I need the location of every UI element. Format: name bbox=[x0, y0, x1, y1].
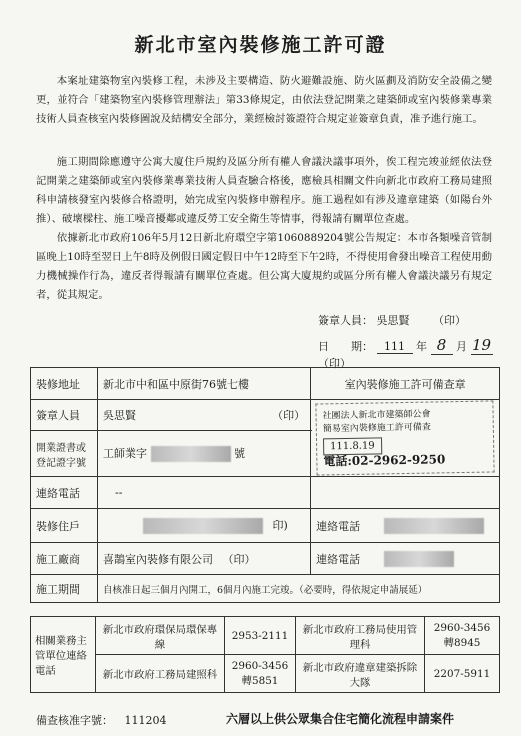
date-month-unit: 月 bbox=[456, 340, 467, 353]
redacted-resident bbox=[143, 518, 263, 534]
resident-value bbox=[98, 509, 311, 543]
redacted-cert bbox=[151, 446, 231, 462]
stamp-org2: 簡易室內裝修施工許可備查 bbox=[322, 422, 432, 435]
date-seal: （印） bbox=[318, 357, 351, 370]
stamp-cell bbox=[311, 400, 500, 477]
signer-line bbox=[318, 312, 466, 328]
address-value: 新北市中和區中原街76號七樓 bbox=[98, 368, 311, 400]
contractor-name: 喜鵲室內裝修有限公司 bbox=[103, 552, 213, 566]
paragraph-2: 施工期間除應遵守公寓大廈住戶規約及區分所有權人會議決議事項外，俟工程完竣並經依法登記開業之建築師或室內裝修業專業技術人員查驗合格後，應檢具相關文件向新北市政府工務局建照科申請核發室內裝修合格證明，始完成室內裝修申辦程序。施工過程如有涉及違章建築（如陽台外推）、破壞樑柱、施工噪音擾鄰或違反勞工安全衛生等情事，得報請有關單位查處。 bbox=[36, 156, 492, 225]
period-value: 自核准日起三個月內開工，6個月內施工完竣。（必要時，得依規定申請展延） bbox=[98, 575, 500, 603]
unit-phone: 2960-3456 轉8945 bbox=[425, 617, 500, 655]
resident-seal: 印) bbox=[272, 519, 288, 532]
page-title: 新北市室內裝修施工許可證 bbox=[134, 34, 387, 56]
signer-seal: （印） bbox=[433, 314, 466, 327]
phone-value bbox=[98, 477, 311, 509]
units-table bbox=[30, 616, 500, 693]
address-label: 裝修地址 bbox=[31, 368, 98, 400]
paragraph-1: 本案址建築物室內裝修工程，未涉及主要構造、防火避難設施、防火區劃及消防安全設備之變更，並符合「建築物室內裝修管理辦法」第33條規定，由依法登記開業之建築師或室內裝修業專業技術人員查核室內裝修圖說及結構安全部分，業經檢討簽證符合規定並簽章負責，准予進行施工。 bbox=[36, 75, 492, 125]
signer-row-label: 簽章人員 bbox=[31, 400, 98, 431]
unit-phone: 2960-3456 轉5851 bbox=[225, 655, 296, 693]
phone-blank bbox=[311, 477, 500, 509]
unit-name: 新北市政府環保局環保專線 bbox=[96, 617, 225, 655]
stamp-phone: 電話:02-2962-9250 bbox=[323, 452, 446, 469]
contractor-phone-label: 連絡電話 bbox=[311, 543, 380, 575]
date-label: 日 期： bbox=[318, 340, 373, 353]
unit-name: 新北市政府違章建築拆除大隊 bbox=[296, 655, 425, 693]
unit-name: 新北市政府工務局建照科 bbox=[96, 655, 225, 693]
units-label: 相關業務主管單位連絡電話 bbox=[31, 617, 96, 693]
redacted-contractor-phone bbox=[384, 551, 454, 567]
footer-label: 備查核准字號： bbox=[36, 714, 113, 727]
redacted-resident-phone bbox=[384, 518, 484, 534]
resident-phone-label: 連絡電話 bbox=[311, 509, 380, 543]
approval-stamp bbox=[316, 400, 495, 475]
contractor-phone-value bbox=[379, 543, 499, 575]
period-label: 施工期間 bbox=[31, 575, 98, 603]
signer-label: 簽章人員： bbox=[318, 314, 373, 327]
stamp-org: 社團法人新北市建築師公會 bbox=[322, 409, 431, 422]
unit-phone: 2953-2111 bbox=[225, 617, 296, 655]
resident-phone-value bbox=[379, 509, 499, 543]
phone-text: -- bbox=[115, 486, 123, 499]
footer-note: 六層以上供公眾集合住宅簡化流程申請案件 bbox=[226, 712, 455, 726]
cert-label: 開業證書或登記證字號 bbox=[31, 431, 98, 477]
signer-name: 吳思賢 bbox=[376, 314, 410, 327]
date-year-unit: 年 bbox=[416, 340, 427, 353]
footer-approval-number bbox=[36, 712, 167, 728]
cert-suffix: 號 bbox=[234, 447, 245, 461]
unit-phone: 2207-5911 bbox=[425, 655, 500, 693]
unit-name: 新北市政府工務局使用管理科 bbox=[296, 617, 425, 655]
stamp-date: 111.8.19 bbox=[323, 437, 382, 455]
cert-prefix: 工師業字 bbox=[103, 447, 147, 461]
contractor-seal: （印） bbox=[222, 552, 256, 566]
permit-table bbox=[30, 367, 500, 603]
date-year: 111 bbox=[377, 340, 413, 354]
signer-row-value bbox=[98, 400, 311, 431]
paragraph-3: 依據新北市政府106年5月12日新北府環空字第1060889204號公告規定：本市各類噪音管制區晚上10時至翌日上午8時及例假日國定假日中午12時至下午2時，不得使用會發出噪音工程使用動力機械操作行為，違反者得報請有關單位查處。但公寓大廈規約或區分所有權人會議決議另有規定者，從其規定。 bbox=[36, 232, 492, 301]
date-month: 8 bbox=[431, 336, 453, 355]
stamp-label: 室內裝修施工許可備查章 bbox=[311, 368, 500, 400]
date-line bbox=[318, 336, 498, 371]
contractor-label: 施工廠商 bbox=[31, 543, 98, 575]
date-day: 19 bbox=[471, 336, 492, 354]
contractor-value bbox=[98, 543, 311, 575]
cert-value bbox=[98, 431, 311, 477]
footer-number: 111204 bbox=[124, 714, 167, 727]
signer-row-name: 吳思賢 bbox=[103, 409, 136, 423]
resident-label: 裝修住戶 bbox=[31, 509, 98, 543]
signer-row-seal: （印） bbox=[272, 409, 306, 423]
phone-label: 連絡電話 bbox=[31, 477, 98, 509]
